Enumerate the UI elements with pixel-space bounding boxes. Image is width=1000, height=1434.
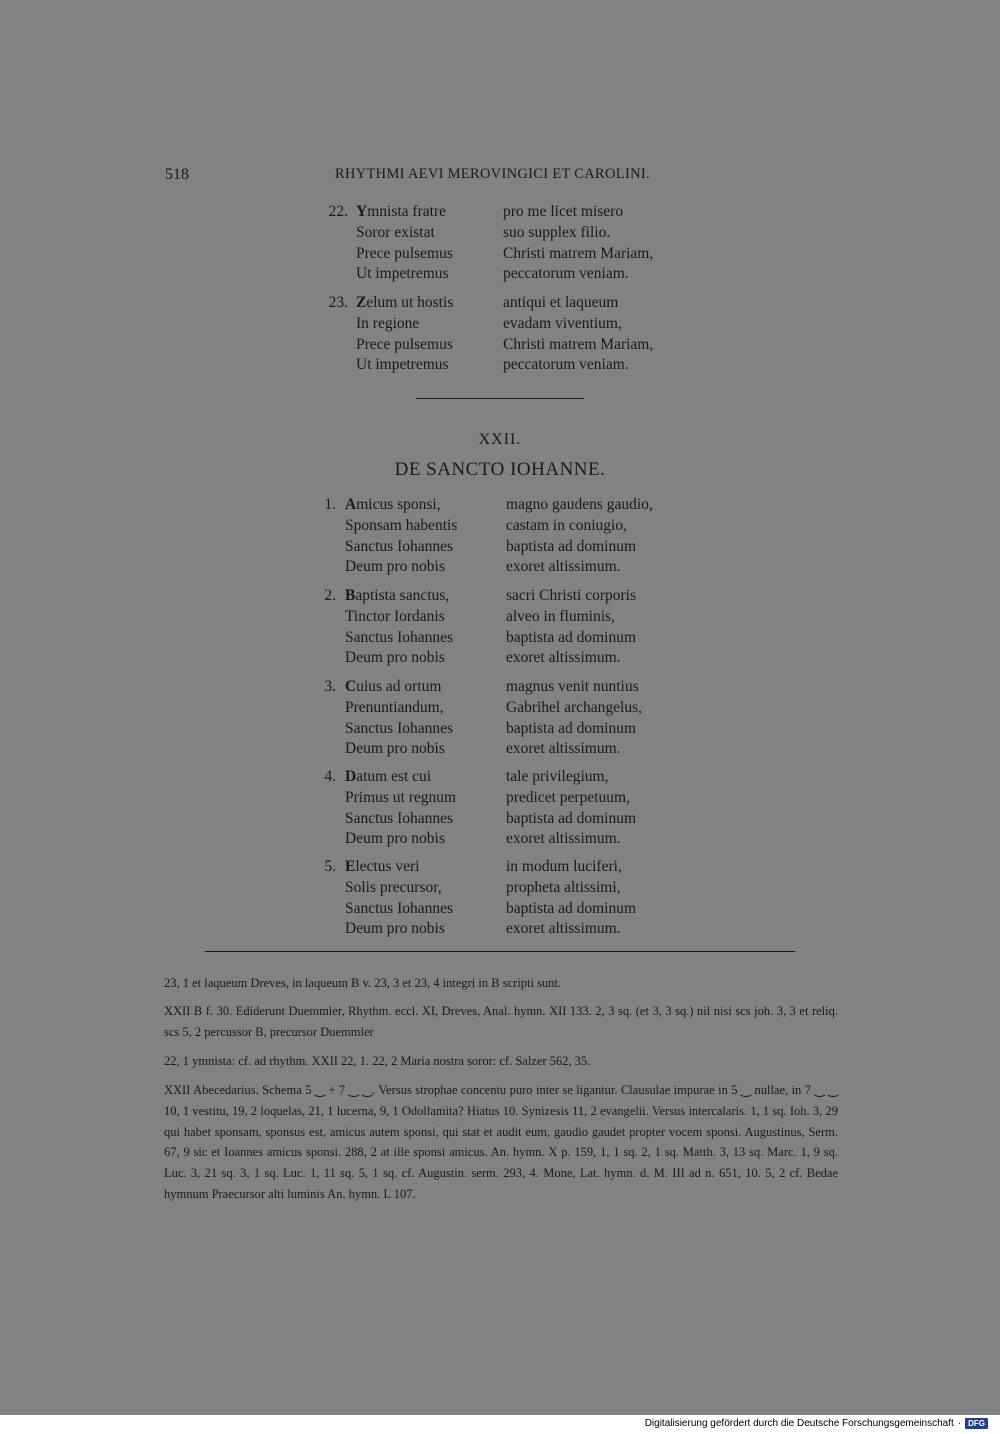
verse-half: castam in coniugio, <box>506 516 627 534</box>
stanza-col2 <box>506 495 653 578</box>
verse-half: baptista ad dominum <box>506 809 637 827</box>
critical-apparatus-xxii <box>164 1001 838 1043</box>
verse-half: exoret altissimum. <box>506 830 621 848</box>
verse-half: propheta altissimi, <box>506 878 621 896</box>
verse-half: Soror existat <box>356 223 435 241</box>
verse-half: pro me licet misero <box>503 203 624 220</box>
stanza-number: 22. <box>328 203 348 220</box>
stanza-number: 1. <box>324 496 336 513</box>
stanza-col2 <box>503 293 653 376</box>
verse-half: Sanctus Iohannes <box>345 537 454 555</box>
verse-half: Deum pro nobis <box>345 649 445 667</box>
verse-half: in modum luciferi, <box>506 858 622 875</box>
stanza-col1 <box>345 495 457 578</box>
dfg-logo-icon: DFG <box>965 1418 988 1429</box>
verse-half: Sanctus Iohannes <box>345 899 454 917</box>
footer-dot: · <box>957 1418 962 1429</box>
acrostic-initial: Z <box>356 294 367 311</box>
critical-apparatus-prev <box>164 973 838 994</box>
verse-half: Ymnista fratre <box>356 203 446 220</box>
verse-half: Tinctor Iordanis <box>345 607 445 625</box>
stanza-col1 <box>345 767 456 850</box>
acrostic-initial: A <box>345 496 357 513</box>
verse-half: Cuius ad ortum <box>345 678 442 695</box>
section-divider <box>416 398 584 399</box>
verse-half: Solis precursor, <box>345 878 442 896</box>
stanza-col1 <box>345 677 453 760</box>
verse-half: baptista ad dominum <box>506 628 637 646</box>
note-paragraph: 22, 1 ymnista: cf. ad rhythm. XXII 22, 1. 22, 2 Maria nostra soror: cf. Salzer 562, 35. <box>164 1054 591 1068</box>
verse-half: baptista ad dominum <box>506 719 637 737</box>
verse-half: predicet perpetuum, <box>506 788 630 806</box>
stanza-number: 4. <box>324 768 336 785</box>
verse-half: exoret altissimum. <box>506 740 621 758</box>
verse-half: Christi matrem Mariam, <box>503 335 654 353</box>
stanza-number: 2. <box>324 587 336 604</box>
stanza-col2 <box>506 857 636 940</box>
stanza-col2 <box>506 677 642 760</box>
verse-half: Ut impetremus <box>356 356 449 374</box>
commentary-prev <box>164 1051 838 1072</box>
stanza-col1 <box>356 293 453 376</box>
acrostic-initial: Y <box>356 203 368 220</box>
verse-half: Sponsam habentis <box>345 516 458 534</box>
verse-half: Amicus sponsi, <box>345 496 441 513</box>
verse-half: suo supplex filio. <box>503 223 611 241</box>
stanza-number: 5. <box>324 858 336 875</box>
verse-half: magno gaudens gaudio, <box>506 496 653 513</box>
verse-half: exoret altissimum. <box>506 649 621 667</box>
verse-half: baptista ad dominum <box>506 537 637 555</box>
verse-half: exoret altissimum. <box>506 558 621 576</box>
note-paragraph: 23, 1 et laqueum Dreves, in laqueum B v. 23, 3 et 23, 4 integri in B scripti sunt. <box>164 976 562 990</box>
verse-half: Gabrihel archangelus, <box>506 698 642 716</box>
verse-half: Primus ut regnum <box>345 788 457 806</box>
verse-half: Ut impetremus <box>356 265 449 283</box>
verse-half: sacri Christi corporis <box>506 587 637 604</box>
verse-half: Sanctus Iohannes <box>345 719 454 737</box>
poem-title: DE SANCTO IOHANNE. <box>394 459 606 480</box>
verse-half: antiqui et laqueum <box>503 294 619 311</box>
stanza-col2 <box>506 586 636 669</box>
funding-footer <box>645 1418 988 1429</box>
verse-half: exoret altissimum. <box>506 920 621 938</box>
stanza-col1 <box>345 857 453 940</box>
verse-half: peccatorum veniam. <box>503 265 629 283</box>
stanza-col1 <box>356 202 453 285</box>
stanza-col2 <box>503 202 653 285</box>
verse-half: evadam viventium, <box>503 314 622 332</box>
running-title: RHYTHMI AEVI MEROVINGICI ET CAROLINI. <box>335 166 650 182</box>
verse-half: Datum est cui <box>345 768 432 785</box>
verse-half: Prenuntiandum, <box>345 698 444 716</box>
poem-number: XXII. <box>478 431 522 448</box>
stanza-col2 <box>506 767 636 850</box>
verse-half: Christi matrem Mariam, <box>503 244 654 262</box>
verse-half: baptista ad dominum <box>506 899 637 917</box>
acrostic-initial: D <box>345 768 357 785</box>
verse-half: alveo in fluminis, <box>506 607 615 625</box>
verse-half: Prece pulsemus <box>356 244 453 262</box>
verse-half: Sanctus Iohannes <box>345 628 454 646</box>
verse-half: Deum pro nobis <box>345 558 445 576</box>
verse-half: Prece pulsemus <box>356 335 453 353</box>
stanza-number: 23. <box>328 294 348 311</box>
note-paragraph: XXII Abecedarius. Schema 5 ‿ + 7 ‿ ‿. Versus strophae concentu puro inter se ligantur. Clausulae impurae in 5 ‿ nullae, in 7 ‿ ‿ 10, 1 vestitu, 19, 2 loquelas, 21, 1 lucerna, 9, 1 Odollamita? Hiatus 10. Synizesis 11, 2 evangelii. Versus intercalaris. 1, 1 sq. Ioh. 3, 29 qui habet sponsam, sponsus est, amicus autem sponsi, qui stat et audit eum, gaudio gaudet propter vocem sponsi. Augustinus, Serm. 67, 9 sic et Ioannes amicus sponsi. 288, 2 at ille sponsi amicus. An. hymn. X p. 159, 1, 1 sq. 2, 1 sq. Matth. 3, 13 sq. Marc. 1, 9 sq. Luc. 3, 21 sq. 3, 1 sq. Luc. 1, 11 sq. 5, 1 sq. cf. Augustin. serm. 293, 4. Mone, Lat. hymn. d. M. III ad n. 651, 10. 5, 2 cf. Bedae hymnum Praecursor alti luminis An. hymn. L 107. <box>164 1083 838 1201</box>
verse-half: Electus veri <box>345 858 420 875</box>
note-paragraph: XXII B f. 30. Ediderunt Duemmler, Rhythm. eccl. XI, Dreves, Anal. hymn. XII 133. 2, 3 sq. (et 3, 3 sq.) nil nisi scs joh. 3, 3 et reliq. scs 5, 2 percussor B, precursor Duemmler <box>164 1004 838 1039</box>
verse-half: magnus venit nuntius <box>506 678 639 695</box>
verse-half: tale privilegium, <box>506 768 609 785</box>
verse-half: Zelum ut hostis <box>356 294 454 311</box>
footnote-rule <box>205 951 795 952</box>
footer-text: Digitalisierung gefördert durch die Deutsche Forschungsgemeinschaft <box>644 1418 954 1429</box>
page-number: 518 <box>165 166 189 183</box>
verse-half: Baptista sanctus, <box>345 587 450 604</box>
commentary-xxii <box>164 1080 838 1205</box>
verse-half: In regione <box>356 314 420 332</box>
acrostic-initial: E <box>345 858 356 875</box>
acrostic-initial: B <box>345 587 356 604</box>
verse-half: Deum pro nobis <box>345 740 445 758</box>
verse-half: peccatorum veniam. <box>503 356 629 374</box>
verse-half: Deum pro nobis <box>345 830 445 848</box>
verse-half: Sanctus Iohannes <box>345 809 454 827</box>
stanza-number: 3. <box>324 678 336 695</box>
verse-half: Deum pro nobis <box>345 920 445 938</box>
stanza-col1 <box>345 586 453 669</box>
acrostic-initial: C <box>345 678 357 695</box>
